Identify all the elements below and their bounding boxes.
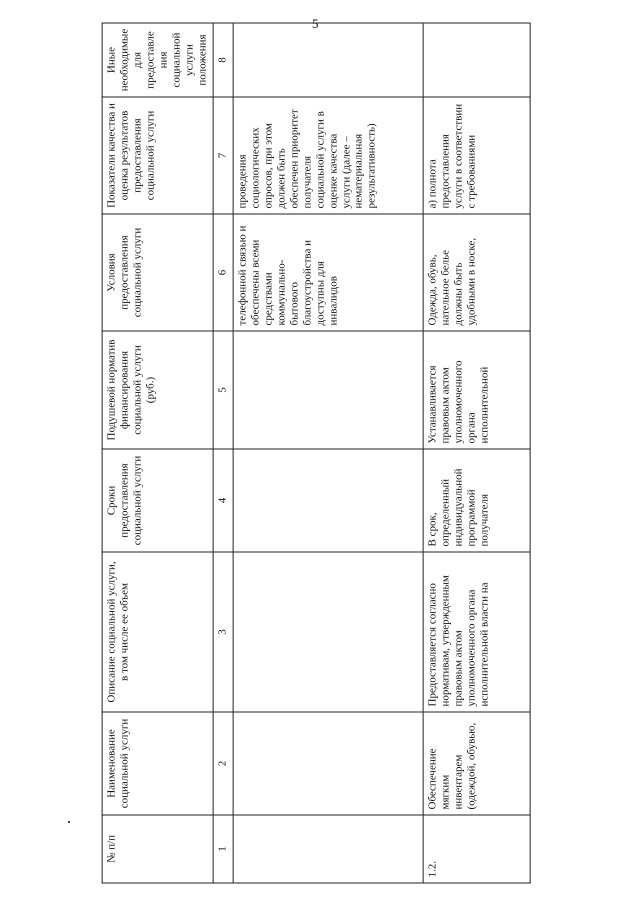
- header-description: Описание социальной услуги, в том числе ее объем: [102, 552, 213, 712]
- column-number: 6: [213, 214, 233, 331]
- table-cell-empty: [233, 449, 423, 552]
- service-description: Предоставляется согласно нормативам, утвержденным правовым актом уполномоченного органа исполнительной власти на: [423, 552, 530, 712]
- table-cell-empty: [233, 815, 423, 883]
- service-terms: В срок, определенный индивидуальной программой получателя: [423, 449, 530, 552]
- header-terms: Сроки предоставления социальной услуги: [102, 449, 213, 552]
- services-table: [102, 23, 531, 884]
- table-row-1-2: [423, 23, 530, 883]
- page-number: 5: [312, 16, 319, 31]
- header-quality: Показатели качества и оценка результатов предоставления социальной услуги: [102, 97, 213, 214]
- table-cell-empty: [233, 23, 423, 97]
- header-other: Иные необходимые для предоставления социальной услуги положения: [102, 23, 213, 97]
- table-row-continued: [233, 23, 423, 883]
- header-conditions: Условия предоставления социальной услуги: [102, 214, 213, 331]
- scan-speck: [68, 821, 70, 823]
- service-quality: а) полнота предоставления услуги в соответствии с требованиями: [423, 97, 530, 214]
- table-cell-quality: проведения социологических опросов, при этом должен быть обеспечен приоритет получателя социальной услуги в оценке качества услуги (далее – нематериальная результативность): [233, 97, 423, 214]
- column-number: 1: [213, 815, 233, 883]
- column-number: 3: [213, 552, 233, 712]
- column-number: 5: [213, 331, 233, 449]
- table-cell-empty: [233, 552, 423, 712]
- header-norm: Подушевой норматив финансирования социальной услуги (руб.): [102, 331, 213, 449]
- table-cell-empty: [423, 23, 530, 97]
- header-service-name: Наименование социальной услуги: [102, 712, 213, 815]
- table-cell-empty: [233, 712, 423, 815]
- table-cell-empty: [233, 331, 423, 449]
- service-norm: Устанавливается правовым актом уполномоченного органа исполнительной: [423, 331, 530, 449]
- column-number: 7: [213, 97, 233, 214]
- column-number: 4: [213, 449, 233, 552]
- column-number-row: [213, 23, 233, 883]
- service-conditions: Одежда, обувь, нательное белье должны быть удобными в носке,: [423, 214, 530, 331]
- header-number: № п/п: [102, 815, 213, 883]
- table-cell-conditions: телефонной связью и обеспечены всеми средствами коммунально-бытового благоустройства и доступны для инвалидов: [233, 214, 423, 331]
- table-header-row: [102, 23, 213, 883]
- row-number: 1.2.: [423, 815, 530, 883]
- column-number: 2: [213, 712, 233, 815]
- service-name: Обеспечение мягким инвентарем (одеждой, обувью,: [423, 712, 530, 815]
- column-number: 8: [213, 23, 233, 97]
